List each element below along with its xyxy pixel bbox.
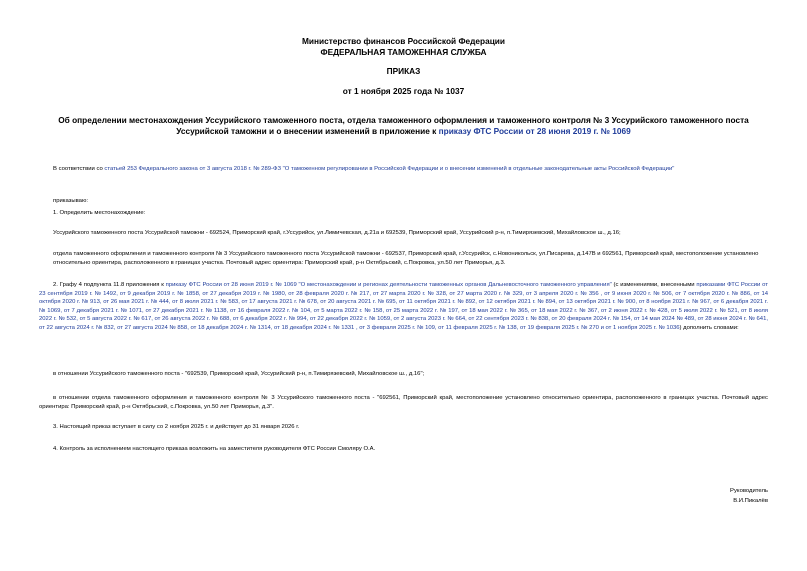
ministry-name: Министерство финансов Российской Федерации (301, 36, 506, 46)
signatory-title: Руководитель (730, 488, 768, 494)
paragraph-item-1: 1. Определить местонахождение: (53, 210, 146, 216)
paragraph-amendment-post: в отношении Уссурийского таможенного поста - "692539, Приморский край, Уссурийский р-н, п.Тимирязевский, Михайловское ш., д.16"; (53, 371, 425, 377)
item-2-text: 2. Графу 4 подпункта 11.8 приложения к (53, 282, 166, 288)
signature-block (730, 487, 768, 506)
signatory-name: В.И.Пикалёв (733, 497, 768, 504)
item-2-text-post: ) дополнить словами: (679, 324, 739, 331)
document-type: ПРИКАЗ (386, 66, 421, 76)
item-2-text-mid: (с изменениями, внесенными (611, 282, 697, 288)
amending-orders-links[interactable]: приказами ФТС России от 23 сентября 2019 г. № 1492, от 9 декабря 2019 г. № 1858, от 27 декабря 2019 г. № 1980, от 28 февраля 2020 г. № 217, от 27 марта 2020 г. № 328, от 27 марта 2020 г. № 329, от 3 апреля 2020 г. № 356 , от 9 июня 2020 г. № 506, от 7 октября 2020 г. № 886, от 14 октября 2020 г. № 913, от 26 мая 2021 г. № 444, от 8 июля 2021 г. № 583, от 17 августа 2021 г. № 678, от 20 августа 2021 г. № 695, от 11 октября 2021 г. № 892, от 12 октября 2021 г. № 894, от 13 октября 2021 г. № 900, от 8 ноября 2021 г. № 967, от 6 декабря 2021 г. № 1069, от 7 декабря 2021 г. № 1071, от 27 декабря 2021 г. № 1138, от 16 февраля 2022 г. № 104, от 5 марта 2022 г. № 158, от 25 марта 2022 г. № 197, от 18 мая 2022 г. № 365, от 18 мая 2022 г. № 367, от 2 июня 2022 г. № 428, от 5 июля 2022 г. № 521, от 8 июля 2022 г. № 532, от 5 августа 2022 г. № 617, от 26 августа 2022 г. № 688, от 6 декабря 2022 г. № 994, от 22 декабря 2022 г. № 1059, от 2 августа 2023 г. № 664, от 22 сентября 2023 г. № 838, от 20 февраля 2024 г. № 154, от 14 мая 2024 № 489, от 28 июня 2024 г. № 641, от 22 августа 2024 г. № 832, от 27 августа 2024 № 858, от 18 декабря 2024 г. № 1314, от 18 декабря 2024 г. № 1331 , от 3 февраля 2025 г. № 109, от 11 февраля 2025 г. № 138, от 19 февраля 2025 г. № 270 и от 1 ноября 2025 г. № 1036 (39, 282, 768, 331)
service-name: ФЕДЕРАЛЬНАЯ ТАМОЖЕННАЯ СЛУЖБА (320, 46, 487, 57)
paragraph-amendment-department: в отношении отдела таможенного оформления и таможенного контроля № 3 Уссурийского таможенного поста - "692561, Приморский край, местоположение установлено относительно ориентира, расположенного в границах участка. Почтовый адрес ориентира: Приморский край, р-н Октябрьский, с.Покровка, ул.50 лет Приморья, д.3". (39, 395, 768, 410)
order-1069-link[interactable]: приказу ФТС России от 28 июня 2019 г. № 1069 "О местонахождении и регионах деятельности таможенных органов Дальневосточного таможенного управления" (165, 282, 612, 288)
paragraph-item-2 (39, 281, 768, 333)
subject-order-link[interactable]: приказу ФТС России от 28 июня 2019 г. № 1069 (438, 125, 631, 136)
subject-text: Об определении местонахождения Уссурийского таможенного поста, отдела таможенного оформления и таможенного контроля № 3 Уссурийского таможенного поста Уссурийской таможни и о внесении изменений в приложение к (58, 115, 749, 136)
paragraph-preamble (39, 165, 768, 174)
document-date-number: от 1 ноября 2025 года № 1037 (342, 86, 465, 96)
paragraph-item-4: 4. Контроль за исполнением настоящего приказа возложить на заместителя руководителя ФТС России Смоляру О.А. (53, 446, 376, 452)
document-header (0, 36, 807, 57)
document-subject (42, 115, 765, 136)
paragraph-department-3-location: отдела таможенного оформления и таможенного контроля № 3 Уссурийского таможенного поста Уссурийской таможни - 692537, Приморский край, г.Уссурийск, с.Новоникольск, ул.Писарева, д.147В и 692561, Приморский край, местоположение установлено относительно ориентира, расположенного в границах участка. Почтовый адрес ориентира: Приморский край, р-н Октябрьский, с.Покровка, ул.50 лет Приморья, д.3. (53, 251, 759, 266)
paragraph-ussuriysk-post-location: Уссурийского таможенного поста Уссурийской таможни - 692524, Приморский край, г.Уссурийск, ул.Лимичевская, д.21а и 692539, Приморский край, Уссурийский р-н, п.Тимирязевский, Михайловское ш., д.16; (53, 230, 621, 236)
law-article-link[interactable]: статьей 253 Федерального закона от 3 августа 2018 г. № 289-ФЗ "О таможенном регулировании в Российской Федерации и о внесении изменений в отдельные законодательные акты Российской Федерации" (104, 166, 675, 172)
preamble-text: В соответствии со (53, 166, 105, 172)
paragraph-order-word: приказываю: (53, 198, 89, 204)
paragraph-item-3: 3. Настоящий приказ вступает в силу со 2 ноября 2025 г. и действует до 31 января 2026 г. (53, 424, 300, 430)
